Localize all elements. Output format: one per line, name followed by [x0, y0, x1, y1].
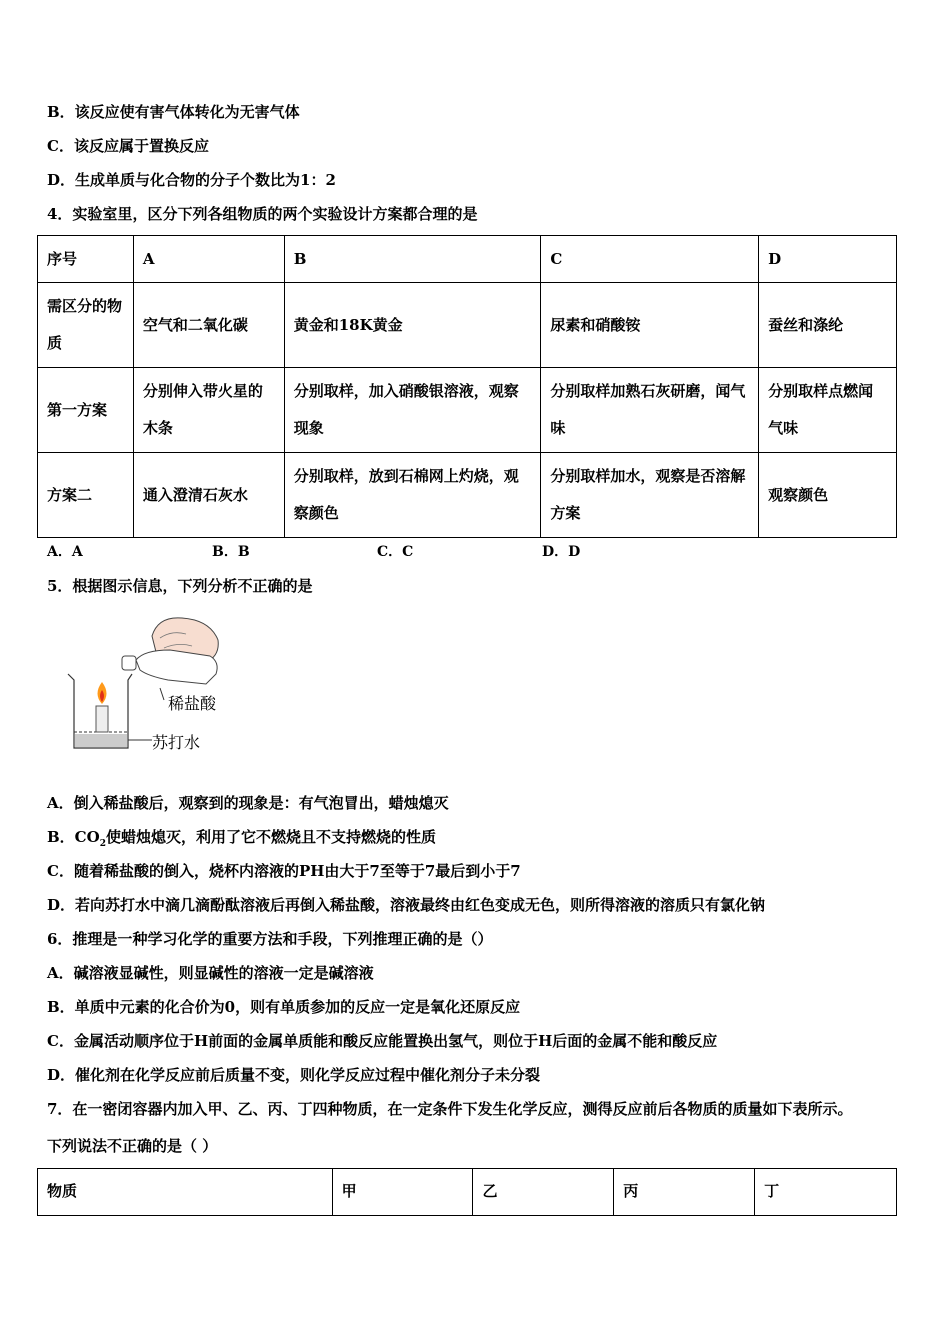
- q6-option-a: A．碱溶液显碱性，则显碱性的溶液一定是碱溶液: [47, 964, 374, 982]
- q4-stem: 4．实验室里，区分下列各组物质的两个实验设计方案都合理的是: [47, 205, 478, 223]
- table-row: [38, 283, 897, 368]
- q7-stem-2: 下列说法不正确的是（ ）: [47, 1137, 218, 1155]
- table-cell: 分别取样点燃闻气味: [759, 368, 897, 453]
- q6-option-d: D．催化剂在化学反应前后质量不变，则化学反应过程中催化剂分子未分裂: [47, 1066, 541, 1084]
- acid-label: 稀盐酸: [168, 694, 217, 713]
- table-cell: 蚕丝和涤纶: [759, 283, 897, 368]
- q4-option-c: C．C: [377, 544, 414, 560]
- table-cell: D: [759, 236, 897, 283]
- bottle-neck: [122, 656, 136, 670]
- table-cell: 分别取样加熟石灰研磨，闻气味: [541, 368, 759, 453]
- q5-option-b-post: 使蜡烛熄灭，利用了它不燃烧且不支持燃烧的性质: [105, 828, 436, 846]
- table-cell: 分别取样，放到石棉网上灼烧，观察颜色: [284, 453, 541, 538]
- candle-shape: [96, 706, 108, 732]
- soda-water-label: 苏打水: [152, 733, 201, 752]
- q3-option-d: D．生成单质与化合物的分子个数比为1：2: [47, 171, 336, 189]
- q5-option-b: [47, 827, 436, 854]
- table-cell: 丁: [755, 1169, 897, 1216]
- q5-option-b-pre: B．CO: [47, 828, 100, 846]
- table-cell: 乙: [473, 1169, 614, 1216]
- q5-option-b-sub: 2: [99, 839, 106, 849]
- table-cell: 通入澄清石灰水: [133, 453, 284, 538]
- table-cell: 丙: [614, 1169, 755, 1216]
- q5-stem: 5．根据图示信息，下列分析不正确的是: [47, 577, 313, 595]
- q5-figure: [60, 608, 240, 758]
- table-cell: 分别伸入带火星的木条: [133, 368, 284, 453]
- liquid-shape: [75, 734, 127, 747]
- q6-stem: 6．推理是一种学习化学的重要方法和手段，下列推理正确的是（）: [47, 930, 493, 948]
- bottle-shape: [136, 650, 217, 684]
- q7-table-header-row: [38, 1169, 897, 1216]
- q4-option-d: D．D: [542, 544, 581, 560]
- q4-table: [37, 235, 897, 538]
- table-cell: 分别取样，加入硝酸银溶液，观察现象: [284, 368, 541, 453]
- q5-option-c: C．随着稀盐酸的倒入，烧杯内溶液的PH由大于7至等于7最后到小于7: [47, 862, 521, 880]
- q4-option-a: A．A: [47, 544, 83, 560]
- q7-table: [37, 1168, 897, 1216]
- table-cell: 序号: [38, 236, 134, 283]
- q5-option-a: A．倒入稀盐酸后，观察到的现象是：有气泡冒出，蜡烛熄灭: [47, 794, 449, 812]
- beaker-illustration: [60, 608, 240, 758]
- table-cell: 分别取样加水，观察是否溶解方案: [541, 453, 759, 538]
- table-cell: 方案二: [38, 453, 134, 538]
- q6-option-c: C．金属活动顺序位于H前面的金属单质能和酸反应能置换出氢气，则位于H后面的金属不能和酸反应: [47, 1032, 718, 1050]
- q4-option-b: B．B: [212, 544, 250, 560]
- table-row: [38, 453, 897, 538]
- table-cell: 观察颜色: [759, 453, 897, 538]
- q5-option-d: D．若向苏打水中滴几滴酚酞溶液后再倒入稀盐酸，溶液最终由红色变成无色，则所得溶液的溶质只有氯化钠: [47, 896, 766, 914]
- table-cell: 物质: [38, 1169, 333, 1216]
- table-cell: 尿素和硝酸铵: [541, 283, 759, 368]
- table-cell: 空气和二氧化碳: [133, 283, 284, 368]
- q3-option-b: B．该反应使有害气体转化为无害气体: [47, 103, 300, 121]
- q3-option-c: C．该反应属于置换反应: [47, 137, 209, 155]
- table-cell: 黄金和18K黄金: [284, 283, 541, 368]
- table-cell: 需区分的物质: [38, 283, 134, 368]
- q6-option-b: B．单质中元素的化合价为0，则有单质参加的反应一定是氧化还原反应: [47, 998, 521, 1016]
- q4-table-header-row: [38, 236, 897, 283]
- table-row: [38, 368, 897, 453]
- table-cell: C: [541, 236, 759, 283]
- table-cell: 甲: [332, 1169, 473, 1216]
- table-cell: B: [284, 236, 541, 283]
- table-cell: 第一方案: [38, 368, 134, 453]
- q7-stem: 7．在一密闭容器内加入甲、乙、丙、丁四种物质，在一定条件下发生化学反应，测得反应前后各物质的质量如下表所示。: [47, 1100, 853, 1118]
- table-cell: A: [133, 236, 284, 283]
